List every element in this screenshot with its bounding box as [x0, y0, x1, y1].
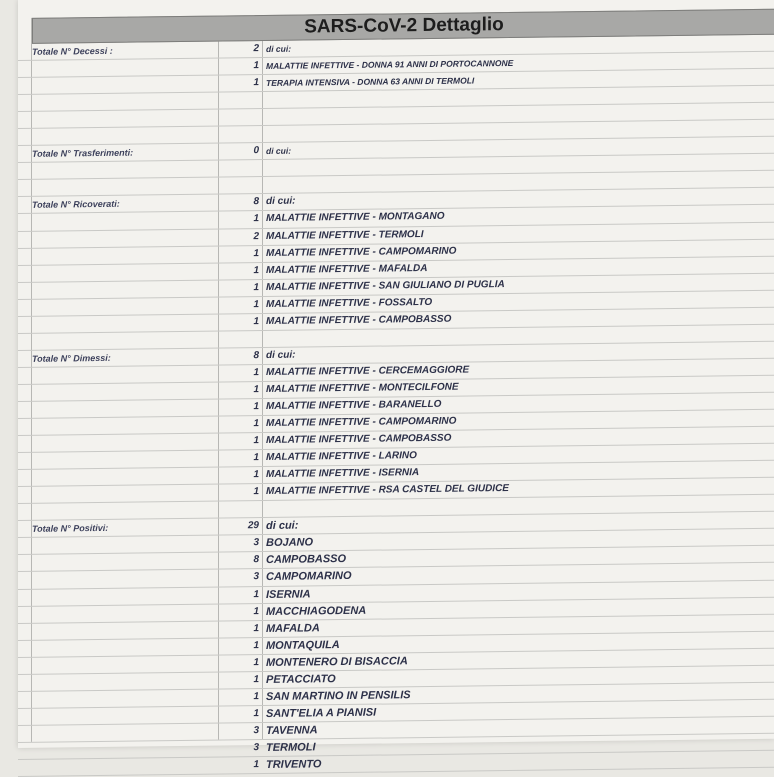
item-count: 1 — [253, 60, 259, 72]
item-count: 8 — [253, 554, 259, 566]
item-description: TRIVENTO — [266, 758, 322, 771]
section-label: Totale N° Decessi : — [32, 45, 113, 57]
item-count: 1 — [253, 281, 259, 293]
item-description: TERMOLI — [266, 741, 316, 754]
section-total: 2 — [253, 43, 259, 55]
item-description: MALATTIE INFETTIVE - CAMPOBASSO — [266, 432, 452, 447]
item-count: 1 — [253, 213, 259, 225]
item-description: MALATTIE INFETTIVE - SAN GIULIANO DI PUGLIA — [266, 278, 505, 293]
section-label: Totale N° Ricoverati: — [32, 199, 120, 211]
item-description: MALATTIE INFETTIVE - MAFALDA — [266, 262, 428, 276]
item-description: MALATTIE INFETTIVE - FOSSALTO — [266, 296, 433, 310]
section-label: Totale N° Trasferimenti: — [32, 147, 134, 160]
detail-table — [18, 35, 774, 777]
item-count: 1 — [253, 656, 259, 668]
item-description: SAN MARTINO IN PENSILIS — [266, 688, 411, 703]
item-description: MALATTIE INFETTIVE - CAMPOBASSO — [266, 313, 452, 327]
item-description: MALATTIE INFETTIVE - LARINO — [266, 450, 417, 464]
section-total: 8 — [253, 196, 259, 208]
item-description: CAMPOBASSO — [266, 553, 347, 567]
item-count: 1 — [253, 298, 259, 310]
item-count: 1 — [253, 690, 259, 702]
item-description: MALATTIE INFETTIVE - DONNA 91 ANNI DI PORTOCANNONE — [266, 57, 514, 72]
document-sheet — [18, 0, 774, 771]
item-count: 3 — [253, 571, 259, 583]
item-count: 3 — [253, 741, 259, 754]
section-dicui: di cui: — [266, 43, 292, 54]
item-count: 1 — [253, 247, 259, 259]
section-dicui: di cui: — [266, 196, 296, 208]
item-description: MALATTIE INFETTIVE - CAMPOMARINO — [266, 245, 457, 259]
item-count: 2 — [253, 230, 259, 242]
item-count: 1 — [253, 452, 259, 464]
item-count: 1 — [253, 588, 259, 600]
page-title: SARS-CoV-2 Dettaglio — [32, 9, 774, 44]
item-count: 1 — [253, 401, 259, 413]
item-description: MALATTIE INFETTIVE - CERCEMAGGIORE — [266, 364, 470, 378]
item-count: 1 — [253, 622, 259, 634]
item-description: MALATTIE INFETTIVE - BARANELLO — [266, 398, 442, 412]
section-dicui: di cui: — [266, 349, 296, 361]
item-count: 1 — [253, 673, 259, 685]
item-description: MONTAQUILA — [266, 638, 340, 652]
item-count: 1 — [253, 605, 259, 617]
item-count: 1 — [253, 77, 259, 89]
item-description: CAMPOMARINO — [266, 570, 352, 584]
item-count: 1 — [253, 315, 259, 327]
item-count: 1 — [253, 366, 259, 379]
item-count: 1 — [253, 383, 259, 396]
item-description: SANT'ELIA A PIANISI — [266, 706, 377, 720]
item-description: TERAPIA INTENSIVA - DONNA 63 ANNI DI TERMOLI — [266, 75, 475, 89]
item-count: 1 — [253, 639, 259, 651]
section-total: 0 — [253, 145, 259, 157]
item-description: MONTENERO DI BISACCIA — [266, 654, 408, 669]
section-total: 8 — [253, 349, 259, 361]
item-description: MALATTIE INFETTIVE - MONTECILFONE — [266, 381, 459, 395]
item-count: 1 — [253, 435, 259, 447]
section-dicui: di cui: — [266, 519, 299, 533]
item-description: MACCHIAGODENA — [266, 604, 367, 618]
item-count: 3 — [253, 537, 259, 549]
item-description: MAFALDA — [266, 621, 320, 635]
item-count: 1 — [253, 759, 259, 771]
item-count: 1 — [253, 469, 259, 481]
item-description: MALATTIE INFETTIVE - RSA CASTEL DEL GIUDICE — [266, 483, 509, 498]
item-count: 1 — [253, 264, 259, 276]
item-description: TAVENNA — [266, 724, 318, 737]
item-count: 3 — [253, 724, 259, 736]
item-count: 1 — [253, 707, 259, 719]
section-label: Totale N° Positivi: — [32, 523, 109, 535]
item-description: MALATTIE INFETTIVE - TERMOLI — [266, 228, 424, 242]
item-count: 1 — [253, 418, 259, 430]
item-count: 1 — [253, 486, 259, 498]
item-description: MALATTIE INFETTIVE - ISERNIA — [266, 467, 420, 481]
section-label: Totale N° Dimessi: — [32, 352, 111, 364]
item-description: MALATTIE INFETTIVE - CAMPOMARINO — [266, 415, 457, 430]
item-description: BOJANO — [266, 536, 314, 550]
item-description: MALATTIE INFETTIVE - MONTAGANO — [266, 211, 445, 225]
section-total: 29 — [247, 520, 259, 532]
item-description: PETACCIATO — [266, 672, 336, 686]
item-description: ISERNIA — [266, 587, 311, 601]
section-dicui: di cui: — [266, 145, 292, 157]
